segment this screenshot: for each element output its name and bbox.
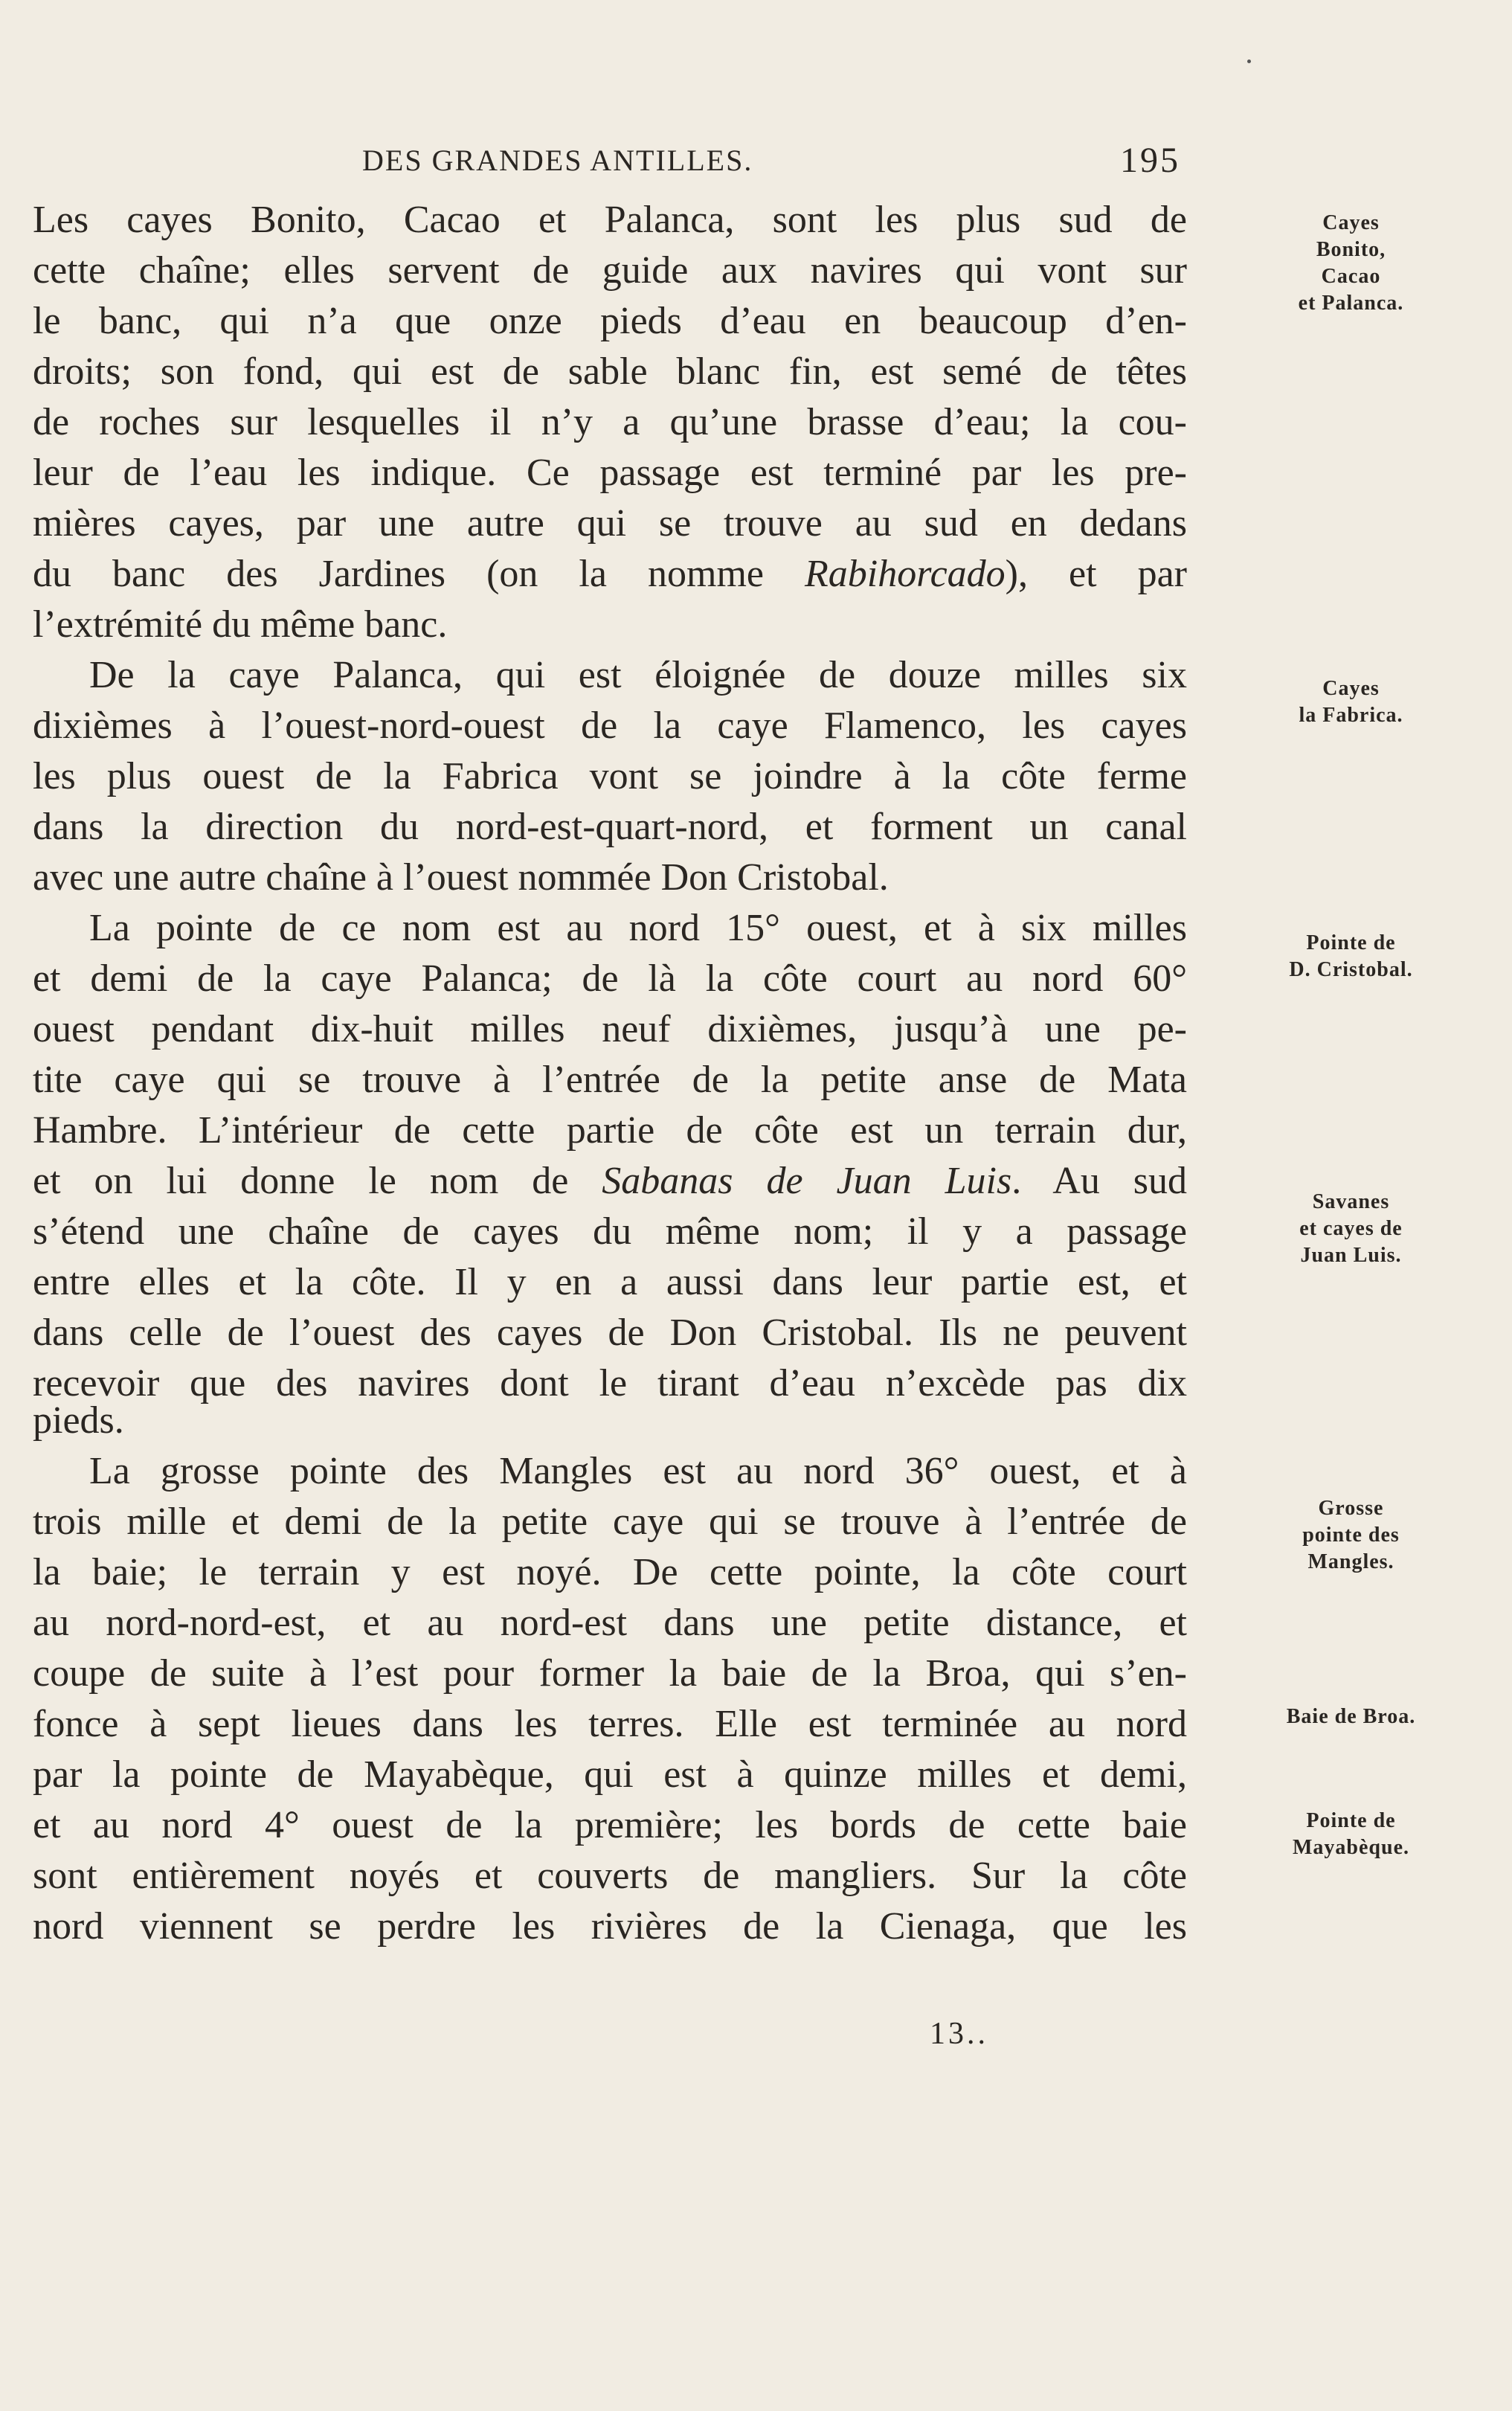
margin-notes (1190, 0, 1512, 2411)
note-line: Cayes (1322, 677, 1380, 700)
note-line: Grosse (1318, 1497, 1384, 1520)
margin-note-fabrica (1190, 675, 1512, 729)
text-segment: et on lui donne le nom de (33, 1160, 569, 1202)
note-line: Pointe de (1306, 931, 1396, 954)
text-line: Hambre. L’intérieur de cette partie de côte est un terrain dur, (33, 1109, 1187, 1152)
margin-note-mangles (1190, 1495, 1512, 1576)
text-line: tite caye qui se trouve à l’entrée de la petite anse de Mata (33, 1059, 1187, 1101)
text-line: recevoir que des navires dont le tirant d’eau n’excède pas dix (33, 1362, 1187, 1404)
text-line: entre elles et la côte. Il y en a aussi dans leur partie est, et (33, 1261, 1187, 1303)
note-line: Mayabèque. (1293, 1836, 1409, 1859)
text-line: leur de l’eau les indique. Ce passage est terminé par les pre- (33, 452, 1187, 494)
note-line: Baie de Broa. (1286, 1705, 1416, 1728)
text-line: mières cayes, par une autre qui se trouve au sud en dedans (33, 502, 1187, 545)
note-line: Bonito, (1316, 238, 1386, 261)
text-line: fonce à sept lieues dans les terres. Elle est terminée au nord (33, 1703, 1187, 1745)
text-line: avec une autre chaîne à l’ouest nommée Don Cristobal. (33, 856, 889, 899)
note-line: Pointe de (1306, 1809, 1396, 1832)
margin-note-mayabeque (1190, 1808, 1512, 1861)
note-line: Cacao (1321, 265, 1381, 288)
text-line: droits; son fond, qui est de sable blanc fin, est semé de têtes (33, 350, 1187, 393)
text-line: De la caye Palanca, qui est éloignée de douze milles six (89, 654, 1187, 696)
text-line: s’étend une chaîne de cayes du même nom; il y a passage (33, 1210, 1187, 1253)
page-number: 195 (1120, 141, 1180, 180)
text-segment: . Au sud (1011, 1160, 1188, 1202)
running-title: DES GRANDES ANTILLES. (362, 144, 753, 177)
text-line: coupe de suite à l’est pour former la baie de la Broa, qui s’en- (33, 1652, 1187, 1695)
text-line (33, 1156, 1187, 1207)
text-line: les plus ouest de la Fabrica vont se joindre à la côte ferme (33, 755, 1187, 797)
text-line: l’extrémité du même banc. (33, 603, 448, 646)
text-line: au nord-nord-est, et au nord-est dans une petite distance, et (33, 1602, 1187, 1644)
text-line: de roches sur lesquelles il n’y a qu’une brasse d’eau; la cou- (33, 401, 1187, 443)
text-line: et demi de la caye Palanca; de là la côte court au nord 60° (33, 957, 1187, 1000)
margin-note-broa (1190, 1704, 1512, 1730)
text-line: pieds. (33, 1399, 124, 1442)
text-line: nord viennent se perdre les rivières de la Cienaga, que les (33, 1905, 1187, 1948)
text-line: La grosse pointe des Mangles est au nord 36° ouest, et à (89, 1450, 1187, 1492)
text-line: cette chaîne; elles servent de guide aux navires qui vont sur (33, 249, 1187, 292)
text-line (33, 549, 1187, 600)
note-line: et Palanca. (1298, 292, 1404, 315)
text-line: le banc, qui n’a que onze pieds d’eau en beaucoup d’en- (33, 300, 1187, 342)
note-line: Mangles. (1307, 1550, 1394, 1573)
text-line: la baie; le terrain y est noyé. De cette pointe, la côte court (33, 1551, 1187, 1593)
running-head (362, 143, 1180, 187)
text-line: La pointe de ce nom est au nord 15° ouest, et à six milles (89, 907, 1187, 949)
text-line: dans celle de l’ouest des cayes de Don Cristobal. Ils ne peuvent (33, 1312, 1187, 1354)
italic-term: Sabanas de Juan Luis (602, 1160, 1012, 1202)
margin-note-cristobal (1190, 930, 1512, 983)
note-line: D. Cristobal. (1289, 958, 1413, 981)
note-line: pointe des (1302, 1524, 1400, 1547)
margin-note-bonito (1190, 210, 1512, 317)
note-line: la Fabrica. (1299, 704, 1403, 727)
text-line: trois mille et demi de la petite caye qui se trouve à l’entrée de (33, 1500, 1187, 1543)
text-line: par la pointe de Mayabèque, qui est à quinze milles et demi, (33, 1753, 1187, 1796)
text-segment: du banc des Jardines (on la nomme (33, 553, 764, 595)
text-line: dans la direction du nord-est-quart-nord, et forment un canal (33, 806, 1187, 848)
italic-term: Rabihorcado (805, 553, 1006, 595)
margin-note-juan-luis (1190, 1189, 1512, 1269)
text-line: et au nord 4° ouest de la première; les bords de cette baie (33, 1804, 1187, 1846)
note-line: Savanes (1312, 1190, 1390, 1213)
text-line: Les cayes Bonito, Cacao et Palanca, sont les plus sud de (33, 199, 1187, 241)
text-segment: ), et par (1005, 553, 1187, 595)
note-line: Cayes (1322, 211, 1380, 234)
text-line: ouest pendant dix-huit milles neuf dixièmes, jusqu’à une pe- (33, 1008, 1187, 1050)
text-line: dixièmes à l’ouest-nord-ouest de la caye Flamenco, les cayes (33, 704, 1187, 747)
signature-mark: 13.. (930, 2017, 988, 2051)
body-text (33, 195, 1187, 1952)
note-line: Juan Luis. (1300, 1244, 1402, 1267)
text-line: sont entièrement noyés et couverts de mangliers. Sur la côte (33, 1855, 1187, 1897)
note-line: et cayes de (1299, 1217, 1403, 1240)
